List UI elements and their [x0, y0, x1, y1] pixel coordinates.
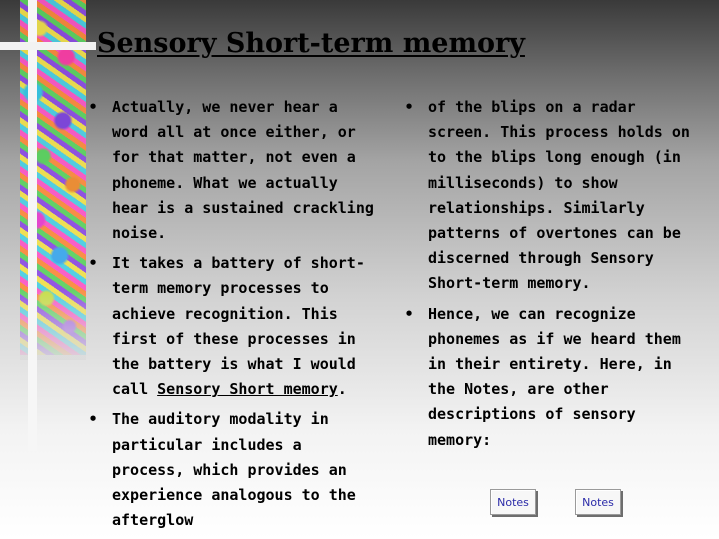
bullet-text: The auditory modality in particular includes a process, which provides an experience analogous to the afterglow	[112, 410, 356, 530]
bullet-icon: •	[404, 304, 414, 323]
bullet-text: of the blips on a radar screen. This process holds on to the blips long enough (in milliseconds) to show relationships. Similarly patterns of overtones can be discerned through Sensory Short-term memory.	[428, 98, 690, 293]
slide-title: Sensory Short-term memory	[97, 28, 525, 59]
bullet-text-lead: It takes a battery of short-term memory processes to achieve recognition. This first of these processes in the battery is what I would call	[112, 254, 365, 399]
bullet-icon: •	[88, 254, 98, 273]
bullet-item	[86, 407, 376, 533]
bullet-item	[402, 95, 702, 297]
underlined-term: Sensory Short memory	[157, 380, 338, 399]
bullet-item	[86, 251, 376, 402]
right-bullet-list	[402, 95, 702, 458]
left-bullet-list	[86, 95, 376, 538]
bullet-icon: •	[88, 98, 98, 116]
bullet-icon: •	[88, 410, 98, 429]
bullet-text: Actually, we never hear a word all at once either, or for that matter, not even a phoneme. What we actually hear is a sustained crackling noise.	[112, 98, 374, 243]
notes-button-2[interactable]: Notes	[575, 489, 621, 515]
bullet-text-tail: .	[337, 380, 347, 399]
bullet-item	[86, 95, 376, 246]
bullet-icon: •	[404, 98, 414, 116]
notes-button-1[interactable]: Notes	[490, 489, 536, 515]
bullet-item	[402, 302, 702, 453]
decorative-horizontal-bar	[0, 42, 96, 50]
bullet-text	[112, 254, 365, 398]
bullet-text: Hence, we can recognize phonemes as if we heard them in their entirety. Here, in the Notes, are other descriptions of sensory memory:	[428, 304, 681, 449]
decorative-vertical-bar	[28, 0, 37, 451]
